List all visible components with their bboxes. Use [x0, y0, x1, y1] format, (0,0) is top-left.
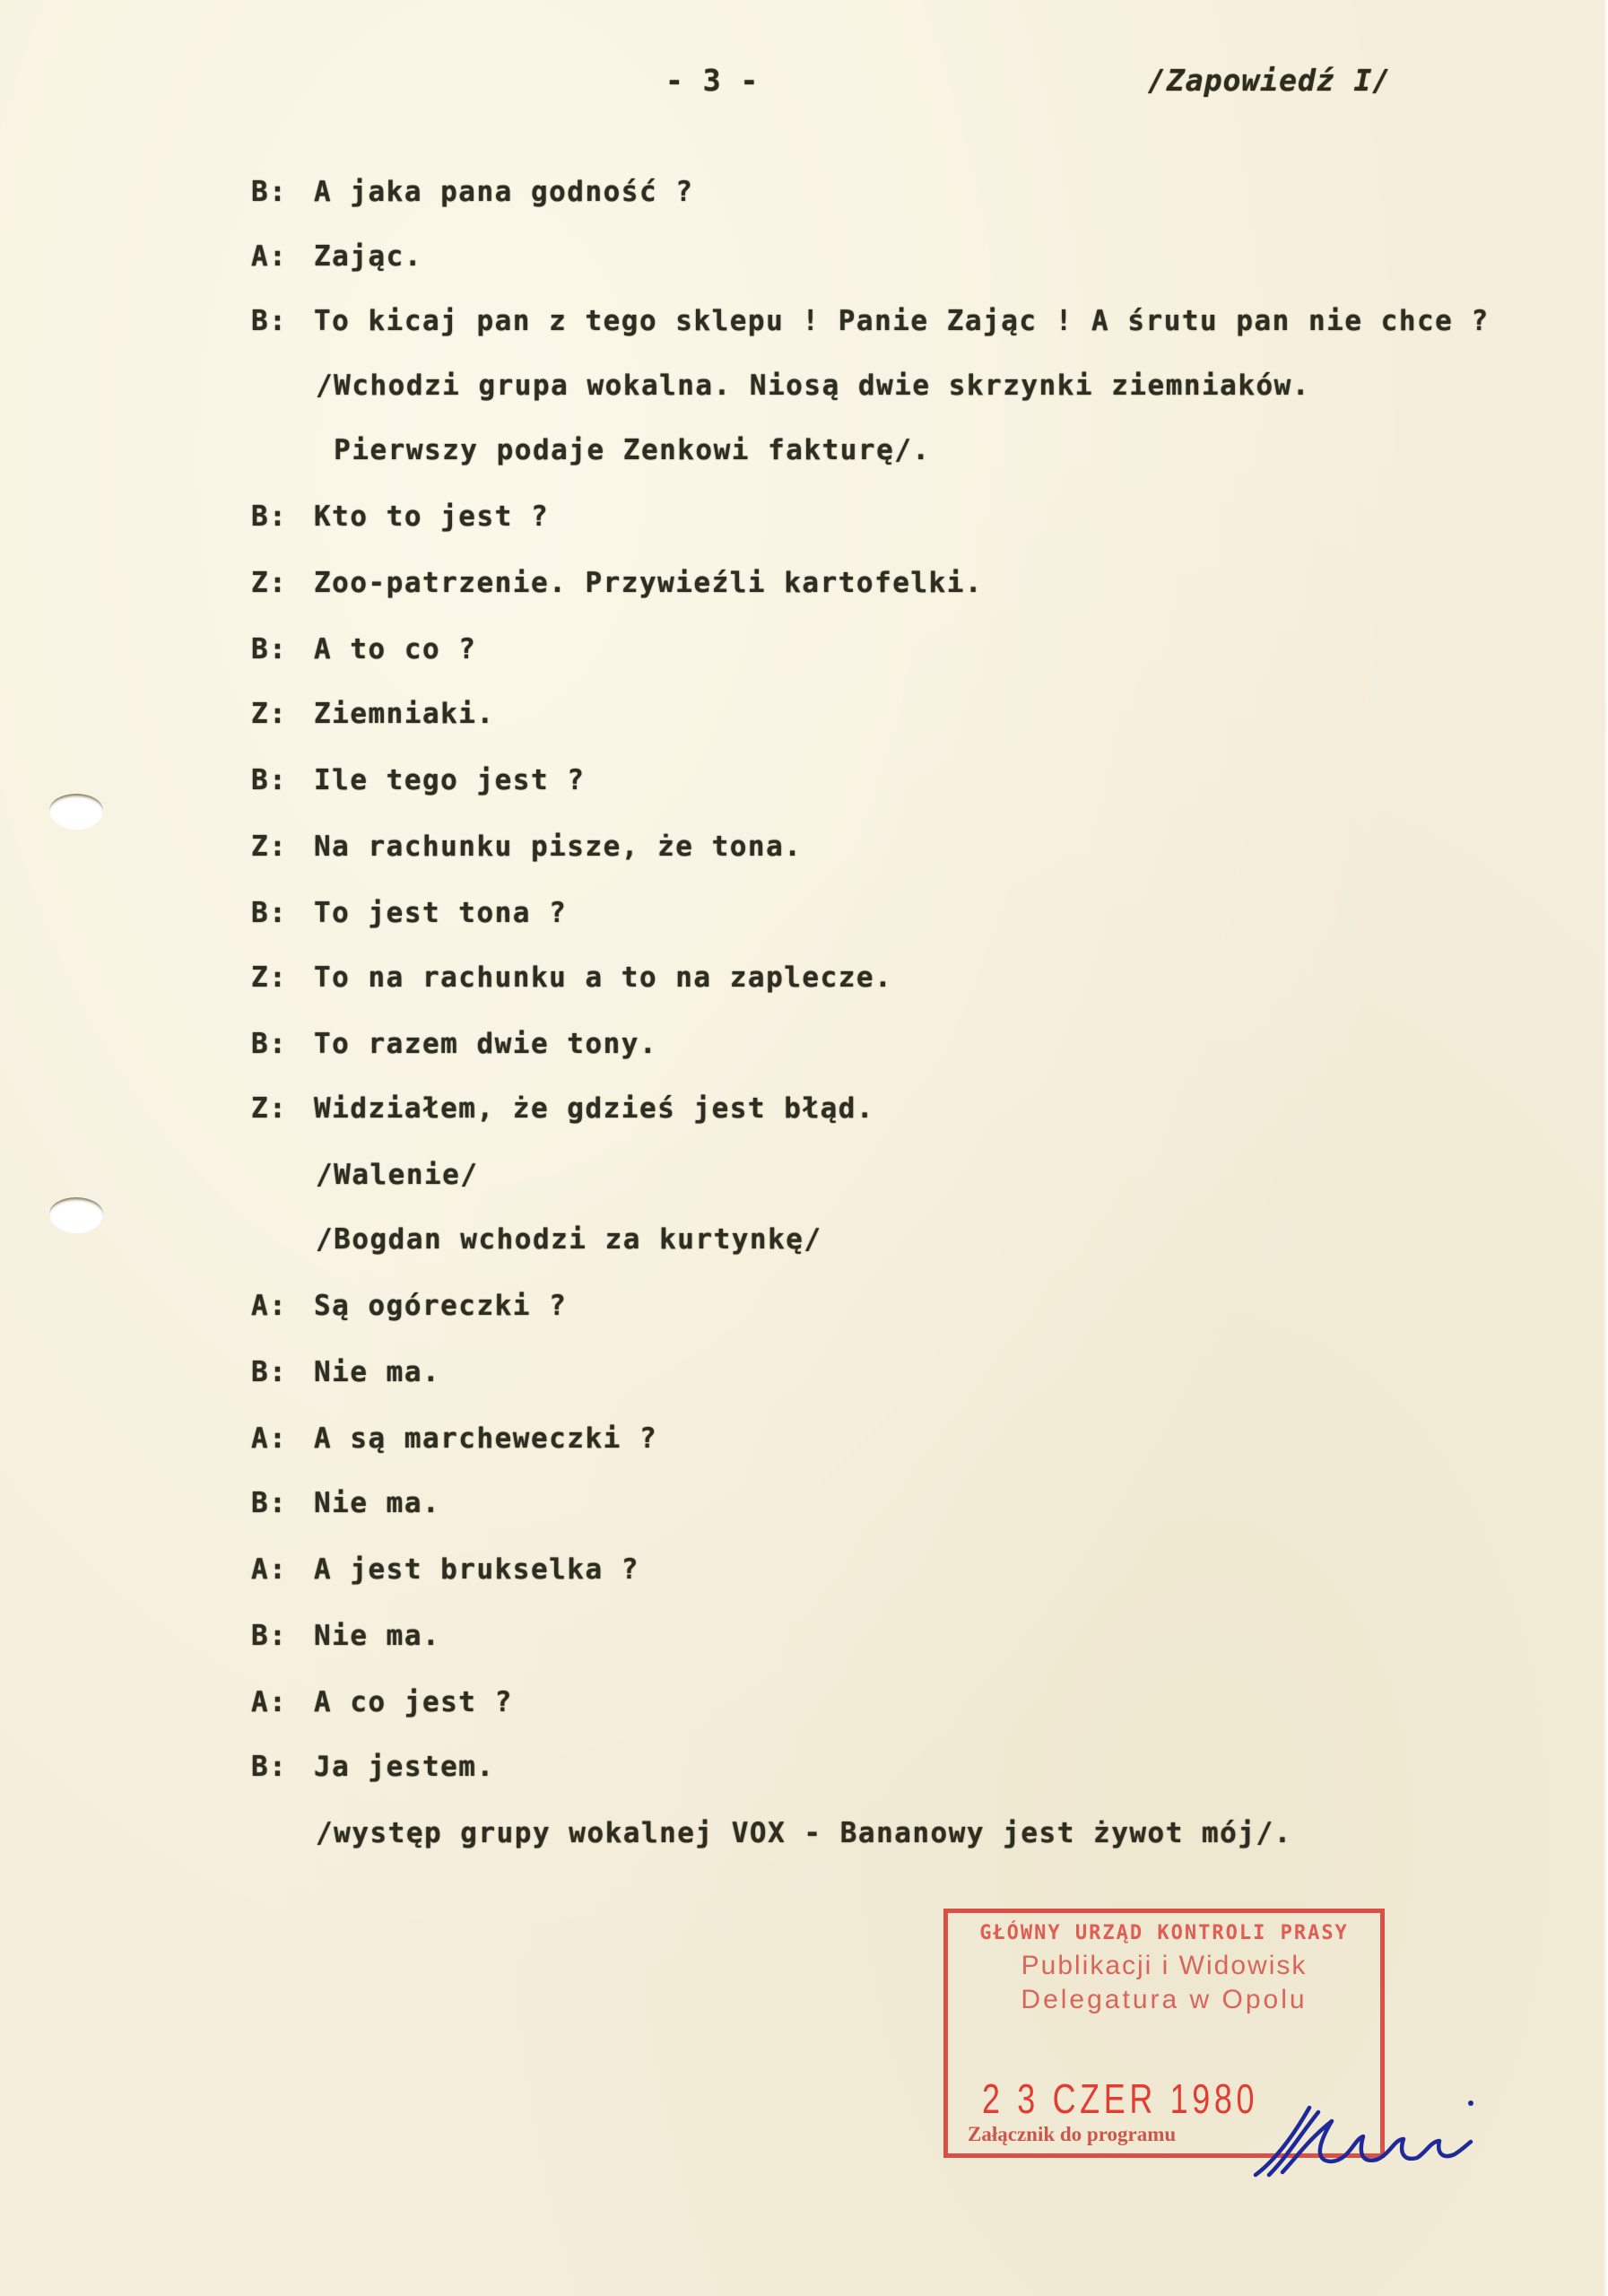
dialogue-line [251, 698, 495, 730]
dialogue-line [251, 1290, 567, 1322]
dialogue-line [251, 500, 549, 533]
line-text: To jest tona ? [314, 897, 568, 929]
line-text: Nie ma. [314, 1620, 441, 1652]
speaker-label: A: [251, 1422, 288, 1455]
line-text: /Wchodzi grupa wokalna. Niosą dwie skrzynki ziemniaków. [316, 370, 1310, 402]
speaker-label: Z: [251, 831, 288, 863]
line-text: Zając. [314, 240, 422, 273]
stamp-department: Publikacji i Widowisk [1021, 1951, 1308, 1980]
speaker-label: A: [251, 240, 288, 273]
section-title: /Zapowiedź I/ [1148, 63, 1392, 98]
speaker-label: B: [251, 1028, 288, 1060]
speaker-label: B: [251, 1356, 288, 1388]
speaker-label: Z: [251, 698, 288, 730]
line-text: Na rachunku pisze, że tona. [314, 831, 803, 863]
speaker-label: B: [251, 1487, 288, 1519]
page-number: - 3 - [665, 63, 760, 98]
dialogue-line [251, 1553, 639, 1586]
speaker-label: B: [251, 500, 288, 533]
line-text: Ile tego jest ? [314, 764, 586, 796]
handwritten-signature [1247, 2090, 1480, 2188]
line-text: A jaka pana godność ? [314, 176, 694, 208]
dialogue-line [251, 1422, 657, 1455]
line-text: To na rachunku a to na zaplecze. [314, 961, 893, 994]
stage-direction [316, 434, 931, 466]
dialogue-line [251, 1092, 874, 1125]
line-text: Widziałem, że gdzieś jest błąd. [314, 1092, 875, 1125]
line-text: Zoo-patrzenie. Przywieźli kartofelki. [314, 567, 984, 599]
dialogue-line [251, 240, 422, 273]
speaker-label: Z: [251, 961, 288, 994]
signature-stroke [1256, 2108, 1471, 2175]
dialogue-line [251, 897, 567, 929]
speaker-label: A: [251, 1686, 288, 1718]
dialogue-line [251, 567, 983, 599]
speaker-label: B: [251, 305, 288, 337]
speaker-label: Z: [251, 567, 288, 599]
line-text: Kto to jest ? [314, 500, 550, 533]
dialogue-line [251, 831, 802, 863]
speaker-label: B: [251, 176, 288, 208]
stage-direction [316, 1159, 478, 1191]
paper-edge [1603, 0, 1608, 2296]
line-text: A to co ? [314, 633, 477, 665]
stage-direction [316, 1817, 1292, 1849]
line-text: Nie ma. [314, 1356, 441, 1388]
line-text: /Bogdan wchodzi za kurtynkę/ [316, 1223, 822, 1256]
stamp-note: Załącznik do programu [968, 2123, 1177, 2145]
line-text: A co jest ? [314, 1686, 513, 1718]
punch-hole [49, 1197, 103, 1233]
line-text: A są marcheweczki ? [314, 1422, 658, 1455]
line-text: Są ogóreczki ? [314, 1290, 568, 1322]
dialogue-line [251, 1028, 657, 1060]
speaker-label: Z: [251, 1092, 288, 1125]
line-text: To razem dwie tony. [314, 1028, 658, 1060]
speaker-label: B: [251, 633, 288, 665]
line-text: Ja jestem. [314, 1751, 495, 1783]
speaker-label: A: [251, 1290, 288, 1322]
signature-dot [1468, 2100, 1473, 2106]
line-text: Nie ma. [314, 1487, 441, 1519]
speaker-label: B: [251, 1620, 288, 1652]
speaker-label: B: [251, 764, 288, 796]
dialogue-line [251, 961, 892, 994]
punch-hole [49, 794, 103, 830]
dialogue-line [251, 1356, 440, 1388]
speaker-label: A: [251, 1553, 288, 1586]
stamp-date: 2 3 CZER 1980 [982, 2075, 1259, 2122]
line-text: Ziemniaki. [314, 698, 495, 730]
dialogue-line [251, 764, 585, 796]
stamp-branch: Delegatura w Opolu [1021, 1985, 1308, 2014]
speaker-label: B: [251, 897, 288, 929]
stamp-office: GŁÓWNY URZĄD KONTROLI PRASY [979, 1922, 1349, 1944]
line-text: A jest brukselka ? [314, 1553, 639, 1586]
dialogue-line [251, 1686, 513, 1718]
dialogue-line [251, 1751, 495, 1783]
line-text: To kicaj pan z tego sklepu ! Panie Zając ! A śrutu pan nie chce ? [314, 305, 1490, 337]
speaker-label: B: [251, 1751, 288, 1783]
dialogue-line [251, 1487, 440, 1519]
line-text: /Walenie/ [316, 1159, 479, 1191]
dialogue-line [251, 305, 1490, 337]
stage-direction [316, 370, 1310, 402]
dialogue-line [251, 176, 693, 208]
dialogue-line [251, 1620, 440, 1652]
stage-direction [316, 1223, 822, 1256]
line-text: /występ grupy wokalnej VOX - Bananowy jest żywot mój/. [316, 1817, 1292, 1849]
dialogue-line [251, 633, 476, 665]
line-text: Pierwszy podaje Zenkowi fakturę/. [316, 434, 931, 466]
